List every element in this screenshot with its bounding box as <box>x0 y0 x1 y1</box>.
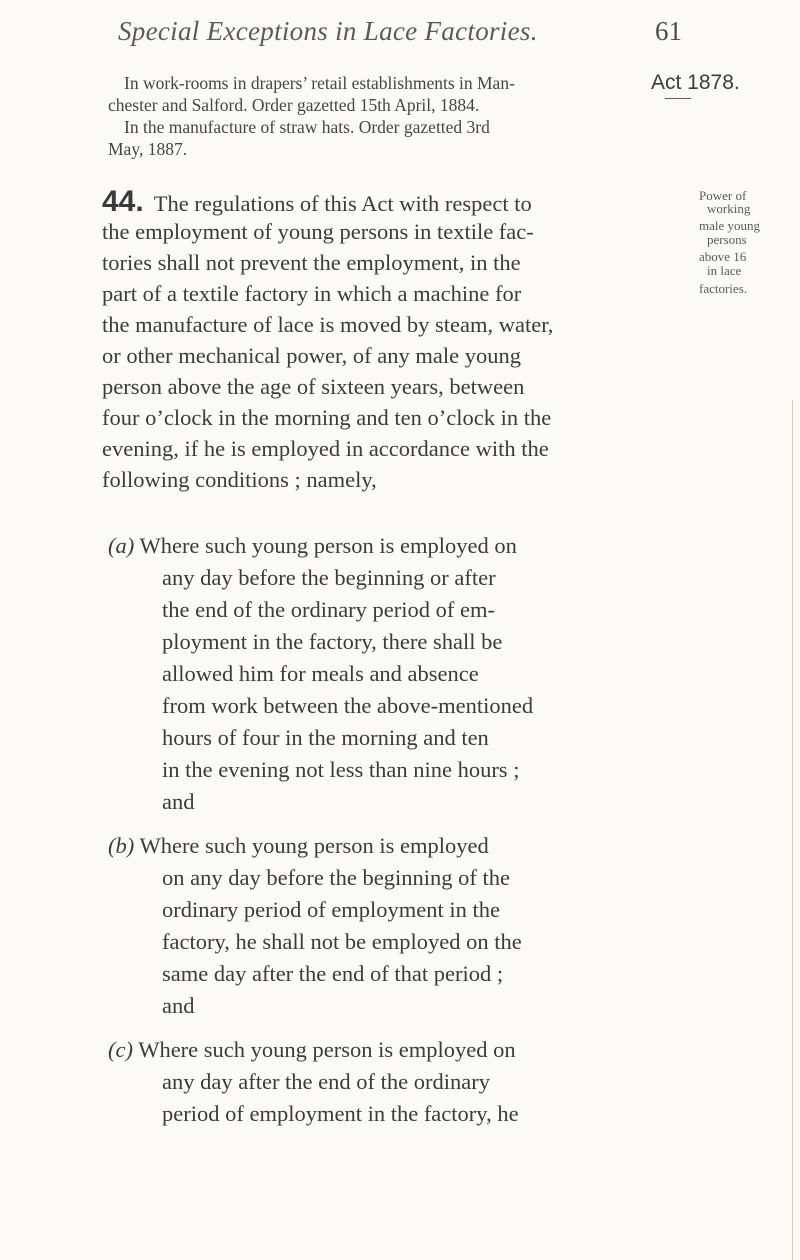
clause-line: same day after the end of that period ; <box>162 961 504 986</box>
clause-line: allowed him for meals and absence <box>162 661 479 686</box>
section-number: 44. <box>102 185 144 218</box>
clause-line: and <box>162 789 195 814</box>
clause-a-first-line <box>108 533 517 559</box>
clause-line: Where such young person is employed on <box>138 1037 516 1062</box>
clause-label: (a) <box>108 533 135 558</box>
clause-line: ordinary period of employment in the <box>162 897 501 922</box>
section-line: tories shall not prevent the employment, in the <box>102 250 521 275</box>
act-reference-rule <box>665 98 691 99</box>
clause-line: the end of the ordinary period of em- <box>162 597 496 622</box>
margin-note-line: in lace <box>707 263 742 278</box>
section-line: four o’clock in the morning and ten o’clock in the <box>102 405 552 430</box>
clause-line: on any day before the beginning of the <box>162 865 511 890</box>
clause-line: hours of four in the morning and ten <box>162 725 489 750</box>
clause-b-first-line <box>108 833 489 859</box>
clause-line: any day after the end of the ordinary <box>162 1069 490 1094</box>
clause-label: (c) <box>108 1037 133 1062</box>
margin-note-line: Power of <box>699 188 747 203</box>
section-line: part of a textile factory in which a machine for <box>102 281 522 306</box>
section-line: person above the age of sixteen years, between <box>102 374 525 399</box>
clause-line: period of employment in the factory, he <box>162 1101 519 1126</box>
section-first-line <box>102 185 532 219</box>
section-line: evening, if he is employed in accordance with the <box>102 436 549 461</box>
clause-line: factory, he shall not be employed on the <box>162 929 522 954</box>
margin-note-line: above 16 <box>699 249 747 264</box>
clause-line: in the evening not less than nine hours ; <box>162 757 520 782</box>
running-title: Special Exceptions in Lace Factories. <box>118 16 538 46</box>
clause-line: Where such young person is employed <box>139 833 489 858</box>
margin-note-line: male young <box>699 218 761 233</box>
clause-line: from work between the above-mentioned <box>162 693 534 718</box>
preamble-line: May, 1887. <box>108 139 188 159</box>
preamble-line: chester and Salford. Order gazetted 15th April, 1884. <box>108 95 480 115</box>
clause-line: any day before the beginning or after <box>162 565 496 590</box>
section-line: or other mechanical power, of any male young <box>102 343 521 368</box>
margin-note-line: working <box>707 201 751 216</box>
act-reference: Act 1878. <box>651 71 740 94</box>
clause-line: Where such young person is employed on <box>139 533 517 558</box>
margin-note-line: persons <box>707 232 747 247</box>
section-line: The regulations of this Act with respect to <box>153 191 532 216</box>
page-edge-line <box>792 400 793 1260</box>
preamble-line: In work-rooms in drapers’ retail establishments in Man- <box>124 73 515 93</box>
preamble-line: In the manufacture of straw hats. Order gazetted 3rd <box>124 117 490 137</box>
section-line: the manufacture of lace is moved by steam, water, <box>102 312 554 337</box>
margin-note-line: factories. <box>699 281 748 296</box>
section-line: following conditions ; namely, <box>102 467 377 492</box>
page-number: 61 <box>655 16 682 46</box>
section-line: the employment of young persons in textile fac- <box>102 219 534 244</box>
clause-label: (b) <box>108 833 135 858</box>
clause-c-first-line <box>108 1037 516 1063</box>
clause-line: and <box>162 993 195 1018</box>
clause-line: ployment in the factory, there shall be <box>162 629 503 654</box>
